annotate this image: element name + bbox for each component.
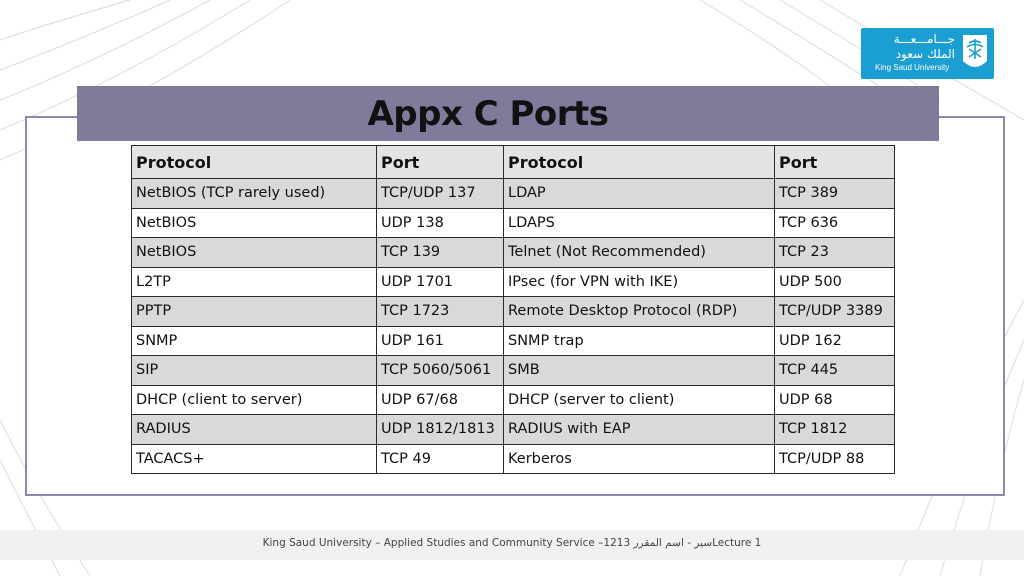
cell-protocol: SMB: [504, 356, 775, 386]
cell-protocol: DHCP (server to client): [504, 385, 775, 415]
cell-port: UDP 1701: [377, 267, 504, 297]
cell-port: TCP 5060/5061: [377, 356, 504, 386]
palm-swords-emblem-icon: [961, 33, 989, 73]
table-row: [132, 179, 895, 209]
cell-protocol: NetBIOS: [132, 238, 377, 268]
cell-protocol: NetBIOS: [132, 208, 377, 238]
cell-protocol: Telnet (Not Recommended): [504, 238, 775, 268]
table-row: [132, 208, 895, 238]
cell-protocol: RADIUS: [132, 415, 377, 445]
cell-port: TCP 1723: [377, 297, 504, 327]
cell-protocol: Remote Desktop Protocol (RDP): [504, 297, 775, 327]
cell-port: UDP 162: [775, 326, 895, 356]
table-row: [132, 267, 895, 297]
cell-protocol: Kerberos: [504, 444, 775, 474]
cell-protocol: IPsec (for VPN with IKE): [504, 267, 775, 297]
table-row: [132, 356, 895, 386]
cell-port: TCP/UDP 3389: [775, 297, 895, 327]
table-row: [132, 385, 895, 415]
table-row: [132, 444, 895, 474]
cell-port: UDP 138: [377, 208, 504, 238]
cell-port: TCP/UDP 137: [377, 179, 504, 209]
cell-protocol: SNMP trap: [504, 326, 775, 356]
cell-protocol: NetBIOS (TCP rarely used): [132, 179, 377, 209]
header-port: Port: [377, 146, 504, 179]
cell-protocol: SIP: [132, 356, 377, 386]
cell-protocol: RADIUS with EAP: [504, 415, 775, 445]
cell-port: UDP 67/68: [377, 385, 504, 415]
cell-port: TCP 636: [775, 208, 895, 238]
cell-protocol: L2TP: [132, 267, 377, 297]
cell-port: UDP 1812/1813: [377, 415, 504, 445]
logo-arabic-text: جـــامـــعـــة الملك سعود: [893, 32, 955, 61]
header-port: Port: [775, 146, 895, 179]
logo-english-text: King Saud University: [875, 63, 950, 72]
cell-protocol: LDAP: [504, 179, 775, 209]
cell-protocol: PPTP: [132, 297, 377, 327]
cell-port: UDP 161: [377, 326, 504, 356]
table-row: [132, 238, 895, 268]
ports-table: [131, 145, 895, 474]
cell-protocol: SNMP: [132, 326, 377, 356]
cell-port: UDP 68: [775, 385, 895, 415]
table-row: [132, 326, 895, 356]
table-header-row: [132, 146, 895, 179]
table-row: [132, 415, 895, 445]
table-row: [132, 297, 895, 327]
cell-port: TCP 389: [775, 179, 895, 209]
cell-port: TCP 49: [377, 444, 504, 474]
cell-port: TCP 139: [377, 238, 504, 268]
slide-footer: [0, 530, 1024, 560]
title-bar: [77, 86, 939, 141]
header-protocol: Protocol: [504, 146, 775, 179]
cell-protocol: LDAPS: [504, 208, 775, 238]
cell-port: UDP 500: [775, 267, 895, 297]
slide-title: Appx C Ports: [367, 93, 609, 134]
cell-protocol: DHCP (client to server): [132, 385, 377, 415]
cell-port: TCP/UDP 88: [775, 444, 895, 474]
cell-port: TCP 1812: [775, 415, 895, 445]
cell-port: TCP 23: [775, 238, 895, 268]
university-logo: [861, 28, 994, 79]
header-protocol: Protocol: [132, 146, 377, 179]
cell-protocol: TACACS+: [132, 444, 377, 474]
footer-text: King Saud University – Applied Studies and Community Service –1213 سير - اسم المقرر‎Lecture 1: [262, 537, 762, 549]
cell-port: TCP 445: [775, 356, 895, 386]
